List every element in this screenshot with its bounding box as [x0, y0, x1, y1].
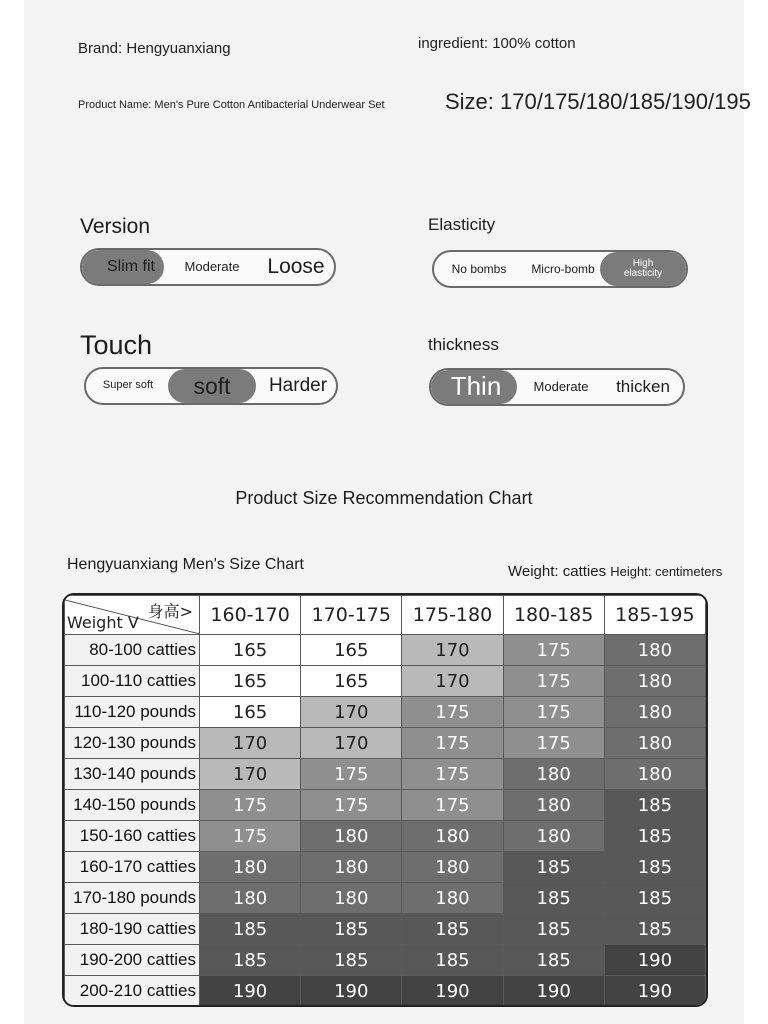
corner-height-label: 身高>	[147, 602, 193, 621]
elasticity-option-no-bombs: No bombs	[451, 261, 507, 276]
size-cell: 170	[301, 728, 402, 759]
units-legend	[508, 563, 722, 580]
size-cell: 185	[604, 790, 705, 821]
size-cell: 180	[301, 883, 402, 914]
touch-option-soft: soft	[193, 372, 231, 399]
table-row	[65, 883, 706, 914]
size-cell: 180	[604, 666, 705, 697]
size-cell: 180	[604, 728, 705, 759]
elasticity-title: Elasticity	[428, 215, 496, 234]
size-cell: 165	[200, 635, 301, 666]
size-cell: 180	[503, 790, 604, 821]
table-row	[65, 666, 706, 697]
size-cell: 185	[503, 883, 604, 914]
size-cell: 180	[402, 821, 503, 852]
size-cell: 180	[604, 697, 705, 728]
row-header-weight: 190-200 catties	[65, 945, 200, 976]
size-cell: 165	[301, 635, 402, 666]
column-header-height: 185-195	[604, 596, 705, 635]
table-row	[65, 697, 706, 728]
size-cell: 165	[200, 697, 301, 728]
size-cell: 175	[402, 759, 503, 790]
product-name-label: Product Name: Men's Pure Cotton Antibacterial Underwear Set	[78, 99, 385, 111]
size-cell: 180	[503, 821, 604, 852]
table-title: Hengyuanxiang Men's Size Chart	[67, 556, 304, 573]
size-cell: 185	[503, 945, 604, 976]
size-cell: 190	[604, 976, 705, 1007]
size-cell: 170	[200, 759, 301, 790]
thickness-option-thicken: thicken	[616, 377, 670, 397]
size-cell: 190	[200, 976, 301, 1007]
row-header-weight: 110-120 pounds	[65, 697, 200, 728]
thickness-title: thickness	[428, 335, 499, 354]
size-cell: 185	[402, 914, 503, 945]
size-cell: 185	[503, 852, 604, 883]
column-header-height: 160-170	[200, 596, 301, 635]
size-cell: 185	[301, 914, 402, 945]
touch-option-super-soft: Super soft	[102, 379, 154, 392]
size-cell: 180	[200, 883, 301, 914]
size-cell: 185	[604, 821, 705, 852]
table-body	[65, 635, 706, 1007]
size-cell: 185	[402, 945, 503, 976]
table-row	[65, 759, 706, 790]
size-cell: 180	[301, 821, 402, 852]
table-row	[65, 945, 706, 976]
size-cell: 175	[200, 790, 301, 821]
units-height: Height: centimeters	[610, 564, 723, 579]
table-row	[65, 852, 706, 883]
size-cell: 180	[604, 759, 705, 790]
table-row	[65, 976, 706, 1007]
size-cell: 175	[200, 821, 301, 852]
size-cell: 165	[301, 666, 402, 697]
size-cell: 180	[200, 852, 301, 883]
size-cell: 185	[604, 852, 705, 883]
thickness-option-moderate: Moderate	[533, 379, 589, 395]
brand-label: Brand: Hengyuanxiang	[78, 40, 231, 57]
touch-title: Touch	[80, 330, 153, 360]
table-row	[65, 914, 706, 945]
row-header-weight: 80-100 catties	[65, 635, 200, 666]
size-cell: 180	[402, 883, 503, 914]
size-cell: 190	[301, 976, 402, 1007]
ingredient-label: ingredient: 100% cotton	[418, 35, 576, 52]
row-header-weight: 130-140 pounds	[65, 759, 200, 790]
size-cell: 170	[402, 666, 503, 697]
size-cell: 185	[200, 914, 301, 945]
table-row	[65, 635, 706, 666]
elasticity-option-micro: Micro-bomb	[531, 261, 595, 276]
size-cell: 175	[301, 790, 402, 821]
version-option-slim: Slim fit	[107, 257, 155, 275]
table-row	[65, 728, 706, 759]
size-cell: 185	[503, 914, 604, 945]
table-corner-cell	[65, 596, 200, 635]
size-cell: 185	[604, 883, 705, 914]
size-cell: 185	[200, 945, 301, 976]
size-cell: 190	[402, 976, 503, 1007]
size-cell: 165	[200, 666, 301, 697]
size-cell: 175	[301, 759, 402, 790]
row-header-weight: 150-160 catties	[65, 821, 200, 852]
version-title: Version	[80, 215, 151, 238]
size-chart-table	[62, 593, 708, 1007]
size-cell: 175	[503, 666, 604, 697]
size-label: Size: 170/175/180/185/190/195	[445, 89, 751, 114]
size-cell: 185	[604, 914, 705, 945]
size-cell: 175	[402, 728, 503, 759]
table-row	[65, 790, 706, 821]
size-cell: 190	[604, 945, 705, 976]
size-cell: 175	[503, 728, 604, 759]
thickness-scale	[429, 368, 685, 406]
column-header-height: 175-180	[402, 596, 503, 635]
size-cell: 180	[402, 852, 503, 883]
row-header-weight: 170-180 pounds	[65, 883, 200, 914]
row-header-weight: 200-210 catties	[65, 976, 200, 1007]
size-cell: 180	[604, 635, 705, 666]
version-scale	[80, 248, 336, 286]
touch-scale	[84, 367, 338, 405]
elasticity-scale	[432, 250, 688, 288]
size-cell: 175	[402, 697, 503, 728]
row-header-weight: 160-170 catties	[65, 852, 200, 883]
size-cell: 170	[200, 728, 301, 759]
chart-title: Product Size Recommendation Chart	[235, 488, 533, 508]
size-cell: 170	[402, 635, 503, 666]
table-row	[65, 821, 706, 852]
column-header-height: 180-185	[503, 596, 604, 635]
touch-option-harder: Harder	[268, 375, 328, 397]
version-option-moderate: Moderate	[184, 259, 240, 275]
row-header-weight: 180-190 catties	[65, 914, 200, 945]
thickness-option-thin: Thin	[450, 371, 502, 402]
size-cell: 185	[301, 945, 402, 976]
version-option-loose: Loose	[267, 254, 325, 278]
size-cell: 175	[503, 635, 604, 666]
column-header-height: 170-175	[301, 596, 402, 635]
corner-weight-label: Weight V	[67, 613, 139, 632]
row-header-weight: 100-110 catties	[65, 666, 200, 697]
row-header-weight: 140-150 pounds	[65, 790, 200, 821]
size-cell: 180	[301, 852, 402, 883]
size-cell: 180	[503, 759, 604, 790]
size-cell: 190	[503, 976, 604, 1007]
units-weight: Weight: catties	[508, 563, 607, 580]
row-header-weight: 120-130 pounds	[65, 728, 200, 759]
elasticity-option-high: High elasticity	[623, 257, 663, 279]
table-header-row	[65, 596, 706, 635]
size-cell: 175	[402, 790, 503, 821]
size-cell: 170	[301, 697, 402, 728]
size-cell: 175	[503, 697, 604, 728]
